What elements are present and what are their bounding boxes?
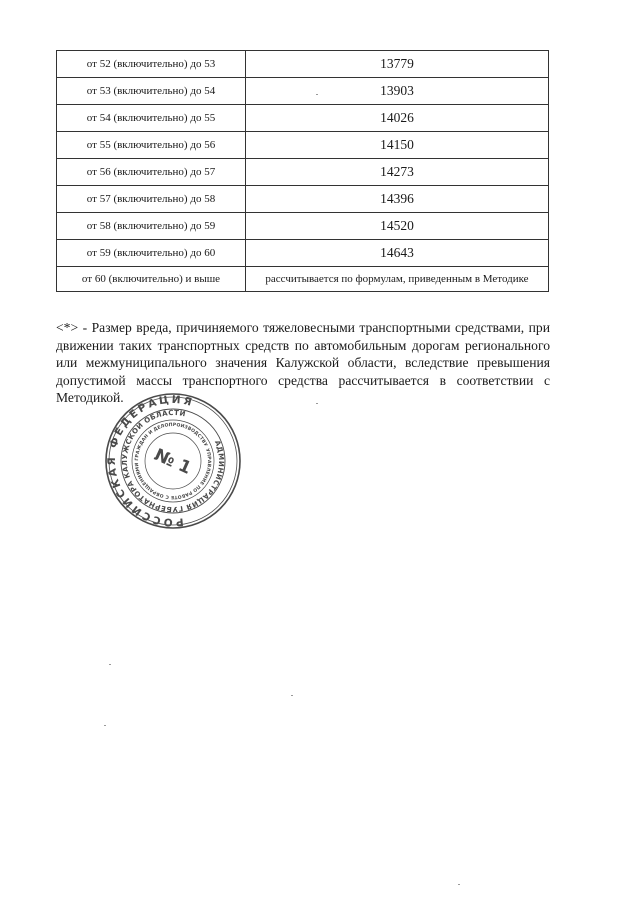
- stamp-number: № 1: [151, 445, 195, 479]
- table-row: [57, 213, 549, 240]
- mass-range-cell: от 58 (включительно) до 59: [57, 213, 246, 240]
- official-seal-stamp: [103, 391, 243, 531]
- damage-value-cell: 14396: [246, 186, 549, 213]
- damage-value-cell: 14273: [246, 159, 549, 186]
- mass-range-cell: от 52 (включительно) до 53: [57, 51, 246, 78]
- damage-value-cell: 14026: [246, 105, 549, 132]
- mass-range-cell: от 53 (включительно) до 54: [57, 78, 246, 105]
- stamp-middle-text: АДМИНИСТРАЦИЯ ГУБЕРНАТОРА КАЛУЖСКОЙ ОБЛАСТИ: [120, 408, 226, 514]
- damage-value-cell: 14520: [246, 213, 549, 240]
- scan-speck: [104, 725, 106, 726]
- scan-speck: [316, 403, 318, 404]
- damage-value-cell: 14643: [246, 240, 549, 267]
- table-row: [57, 132, 549, 159]
- scan-speck: [291, 695, 293, 696]
- scan-speck: [458, 884, 460, 885]
- table-row: [57, 78, 549, 105]
- mass-range-cell: от 56 (включительно) до 57: [57, 159, 246, 186]
- mass-range-cell: от 57 (включительно) до 58: [57, 186, 246, 213]
- damage-value-cell: рассчитывается по формулам, приведенным в Методике: [246, 267, 549, 292]
- table-row: [57, 105, 549, 132]
- stamp-inner-text: УПРАВЛЕНИЕ ПО РАБОТЕ С ОБРАЩЕНИЯМИ ГРАЖДАН И ДЕЛОПРОИЗВОДСТВУ: [134, 422, 212, 500]
- scan-speck: [316, 94, 318, 95]
- damage-value-cell: 13903: [246, 78, 549, 105]
- stamp-outer-text: РОССИЙСКАЯ ФЕДЕРАЦИЯ: [105, 393, 196, 529]
- footnote: <*> - Размер вреда, причиняемого тяжеловесными транспортными средствами, при движении таких транспортных средств по автомобильным дорогам регионального или межмуниципального значения Калужской области, вследствие превышения допустимой массы транспортного средства рассчитывается в соответствии с Методикой.: [56, 320, 550, 405]
- mass-range-cell: от 60 (включительно) и выше: [57, 267, 246, 292]
- scan-speck: [109, 664, 111, 665]
- table-row: [57, 186, 549, 213]
- table-row: [57, 159, 549, 186]
- damage-value-cell: 14150: [246, 132, 549, 159]
- rate-table: [56, 50, 549, 292]
- mass-range-cell: от 59 (включительно) до 60: [57, 240, 246, 267]
- damage-value-cell: 13779: [246, 51, 549, 78]
- mass-range-cell: от 55 (включительно) до 56: [57, 132, 246, 159]
- table-row: [57, 240, 549, 267]
- table-row: [57, 267, 549, 292]
- mass-range-cell: от 54 (включительно) до 55: [57, 105, 246, 132]
- table-row: [57, 51, 549, 78]
